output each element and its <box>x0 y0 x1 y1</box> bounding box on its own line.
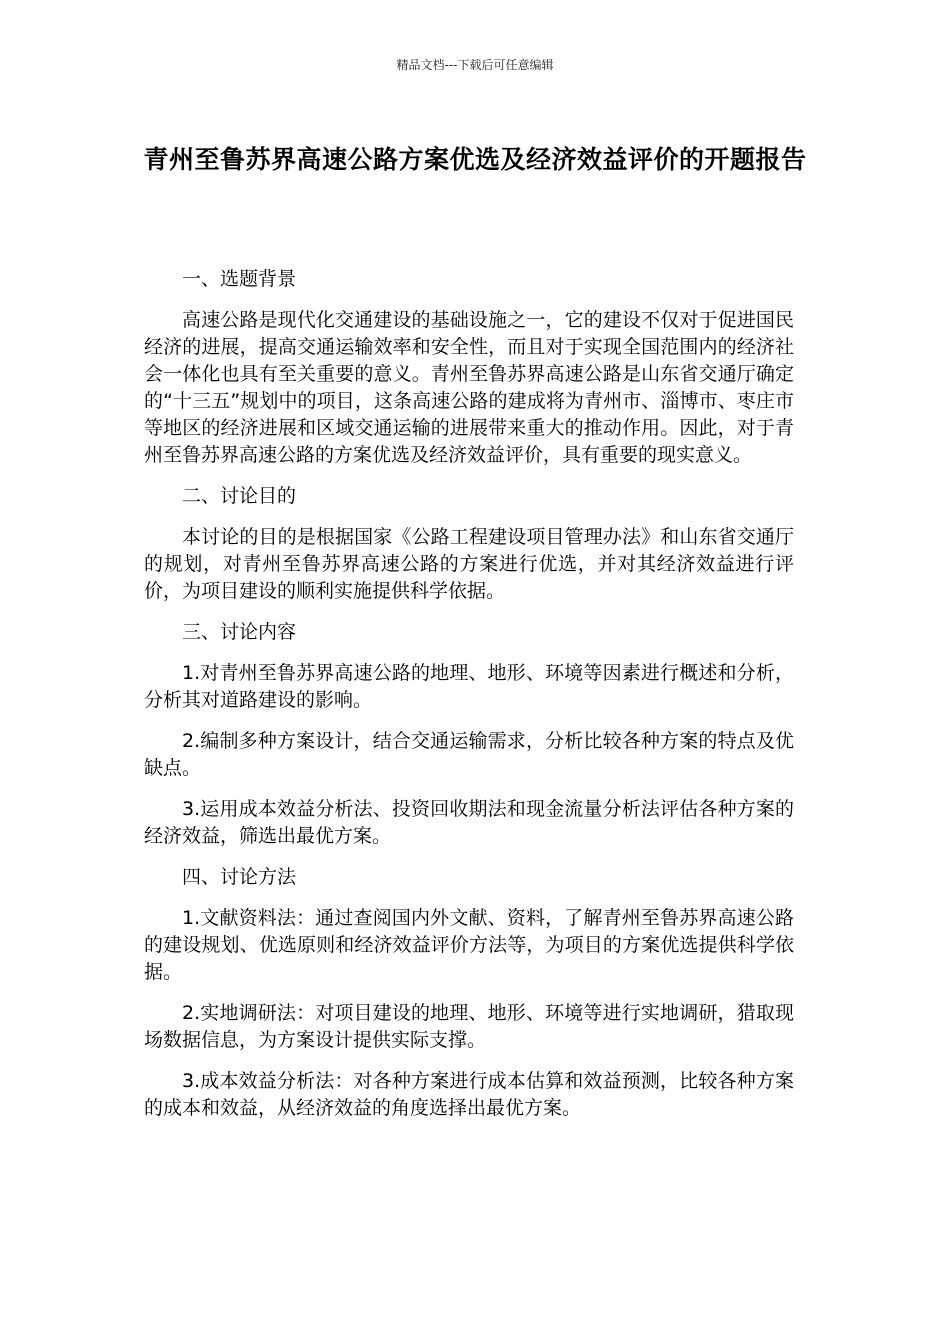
list-item: 1.文献资料法：通过查阅国内外文献、资料，了解青州至鲁苏界高速公路的建设规划、优选原则和经济效益评价方法等，为项目的方案优选提供科学依据。 <box>144 907 794 983</box>
list-item: 3.运用成本效益分析法、投资回收期法和现金流量分析法评估各种方案的经济效益，筛选出最优方案。 <box>144 798 794 847</box>
section-heading-methods: 四、讨论方法 <box>182 866 297 888</box>
section-heading-content: 三、讨论内容 <box>182 621 297 643</box>
list-item: 3.成本效益分析法：对各种方案进行成本估算和效益预测，比较各种方案的成本和效益，从经济效益的角度选择出最优方案。 <box>144 1070 794 1119</box>
paragraph: 本讨论的目的是根据国家《公路工程建设项目管理办法》和山东省交通厅的规划，对青州至鲁苏界高速公路的方案进行优选，并对其经济效益进行评价，为项目建设的顺利实施提供科学依据。 <box>144 526 794 602</box>
list-item: 1.对青州至鲁苏界高速公路的地理、地形、环境等因素进行概述和分析，分析其对道路建设的影响。 <box>144 662 794 711</box>
document-title: 青州至鲁苏界高速公路方案优选及经济效益评价的开题报告 <box>143 145 807 174</box>
list-item: 2.编制多种方案设计，结合交通运输需求，分析比较各种方案的特点及优缺点。 <box>144 730 794 779</box>
paragraph: 高速公路是现代化交通建设的基础设施之一，它的建设不仅对于促进国民经济的进展，提高交通运输效率和安全性，而且对于实现全国范围内的经济社会一体化也具有至关重要的意义。青州至鲁苏界高速公路是山东省交通厅确定的“十三五”规划中的项目，这条高速公路的建成将为青州市、淄博市、枣庄市等地区的经济进展和区域交通运输的进展带来重大的推动作用。因此，对于青州至鲁苏界高速公路的方案优选及经济效益评价，具有重要的现实意义。 <box>144 309 794 466</box>
section-heading-purpose: 二、讨论目的 <box>182 485 297 507</box>
page-header: 精品文档---下载后可任意编辑 <box>396 58 554 72</box>
section-heading-background: 一、选题背景 <box>182 268 297 290</box>
document-body <box>144 266 794 1136</box>
list-item: 2.实地调研法：对项目建设的地理、地形、环境等进行实地调研，猎取现场数据信息，为方案设计提供实际支撑。 <box>144 1002 794 1051</box>
